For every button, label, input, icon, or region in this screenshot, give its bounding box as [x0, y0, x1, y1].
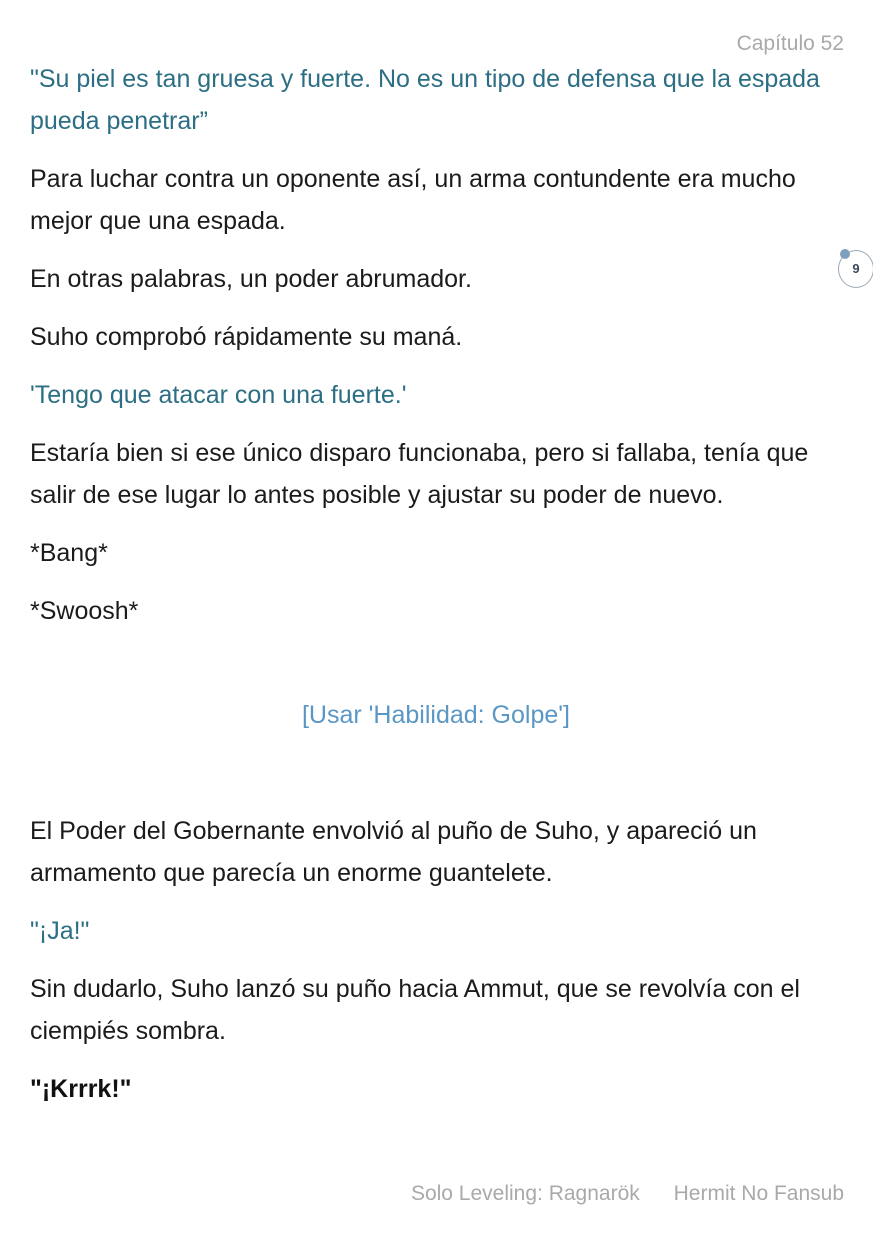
- bold-sound-paragraph: "¡Krrrk!": [30, 1075, 132, 1103]
- thought-paragraph: 'Tengo que atacar con una fuerte.': [30, 381, 407, 409]
- reader-content: [30, 58, 842, 1126]
- narration-paragraph: Sin dudarlo, Suho lanzó su puño hacia Ammut, que se revolvía con el ciempiés sombra.: [30, 975, 800, 1045]
- book-title: Solo Leveling: Ragnarök: [410, 1182, 640, 1205]
- system-message: [Usar 'Habilidad: Golpe']: [301, 701, 570, 729]
- page-number: 9: [852, 261, 860, 276]
- narration-paragraph: El Poder del Gobernante envolvió al puño de Suho, y apareció un armamento que parecía un enorme guantelete.: [30, 817, 757, 887]
- dialogue-paragraph: "¡Ja!": [30, 917, 90, 945]
- translator-credit: Hermit No Fansub: [673, 1182, 844, 1205]
- narration-paragraph: Estaría bien si ese único disparo funcionaba, pero si fallaba, tenía que salir de ese lugar lo antes posible y ajustar su poder de nuevo.: [30, 439, 809, 509]
- narration-paragraph: Para luchar contra un oponente así, un arma contundente era mucho mejor que una espada.: [30, 165, 796, 235]
- sound-effect-paragraph: *Swoosh*: [30, 597, 139, 625]
- chapter-label: Capítulo 52: [736, 32, 844, 55]
- footer: [411, 1182, 844, 1206]
- dialogue-paragraph: "Su piel es tan gruesa y fuerte. No es un tipo de defensa que la espada pueda penetrar”: [30, 65, 820, 135]
- page-number-badge[interactable]: [838, 250, 873, 288]
- narration-paragraph: En otras palabras, un poder abrumador.: [30, 265, 472, 293]
- narration-paragraph: Suho comprobó rápidamente su maná.: [30, 323, 463, 351]
- sound-effect-paragraph: *Bang*: [30, 539, 108, 567]
